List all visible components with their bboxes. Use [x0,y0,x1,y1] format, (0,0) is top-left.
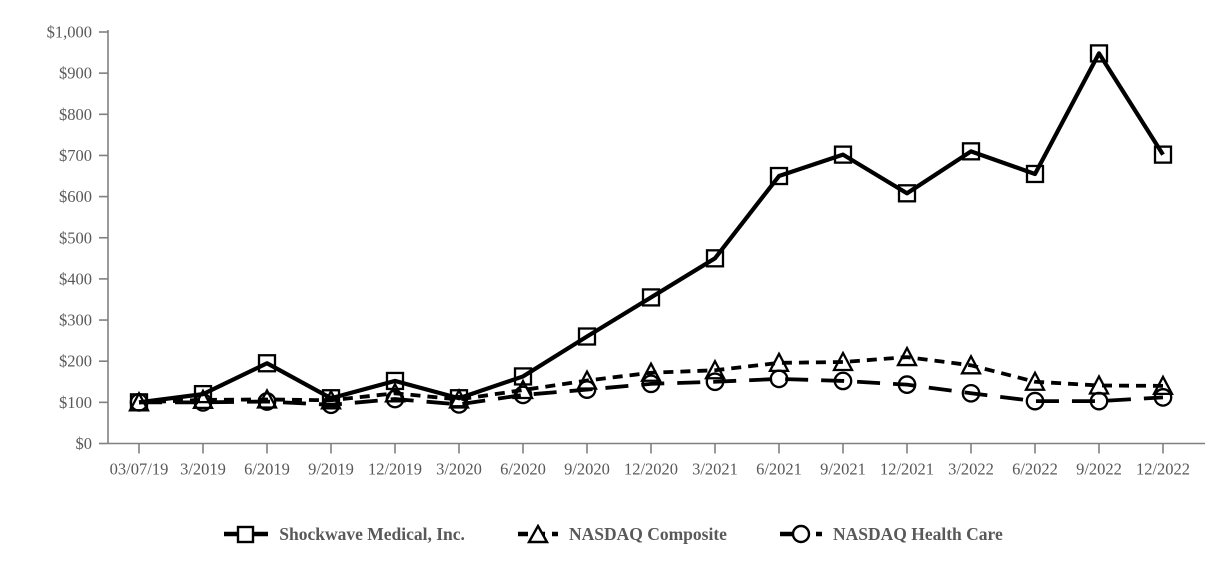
x-axis-tick-label: 03/07/19 [109,459,169,479]
x-axis-tick-label: 12/2021 [879,459,935,479]
nasdaq-health-care-circle-marker-icon [779,524,823,544]
x-axis-tick-label: 6/2019 [244,459,290,479]
x-axis-tick-label: 9/2020 [564,459,610,479]
y-axis-tick-label: $800 [59,104,92,124]
nasdaq-composite-triangle-marker-icon [517,524,559,544]
y-axis-tick-label: $600 [59,187,92,207]
y-axis-tick-label: $900 [59,63,92,83]
y-axis-tick-label: $300 [59,310,92,330]
y-axis-tick-label: $400 [59,269,92,289]
y-axis-tick-label: $500 [59,228,92,248]
y-axis-tick-label: $0 [75,434,92,453]
x-axis-tick-label: 6/2020 [500,459,546,479]
x-axis-tick-label: 3/2021 [692,459,738,479]
legend-label-nasdaq-health-care: NASDAQ Health Care [832,523,1003,544]
shockwave-square-marker-icon [223,524,269,544]
x-axis-tick-label: 3/2019 [180,459,226,479]
x-axis-tick-label: 3/2020 [436,459,482,479]
y-axis-tick-label: $700 [59,145,92,165]
legend-item-shockwave [223,524,465,545]
y-axis-tick-label: $200 [59,351,92,371]
x-axis-tick-label: 12/2020 [623,459,679,479]
x-axis-tick-label: 6/2021 [756,459,802,479]
x-axis-tick-label: 9/2019 [308,459,354,479]
chart-legend [0,516,1226,552]
x-axis-tick-label: 6/2022 [1012,459,1058,479]
legend-item-nasdaq-composite [517,524,727,545]
x-axis-tick-label: 12/2019 [367,459,423,479]
x-axis-tick-label: 12/2022 [1135,459,1191,479]
y-axis-tick-label: $100 [59,392,92,412]
nasdaq-health-care-data-point [771,371,787,387]
x-axis-tick-label: 3/2022 [948,459,994,479]
y-axis-tick-label: $1,000 [46,22,92,42]
x-axis-tick-label: 9/2022 [1076,459,1122,479]
series-line-square [139,53,1163,402]
x-axis-tick-label: 9/2021 [820,459,866,479]
legend-label-shockwave: Shockwave Medical, Inc. [279,523,465,544]
legend-label-nasdaq-composite: NASDAQ Composite [568,523,727,544]
legend-item-nasdaq-health-care [779,524,1003,545]
